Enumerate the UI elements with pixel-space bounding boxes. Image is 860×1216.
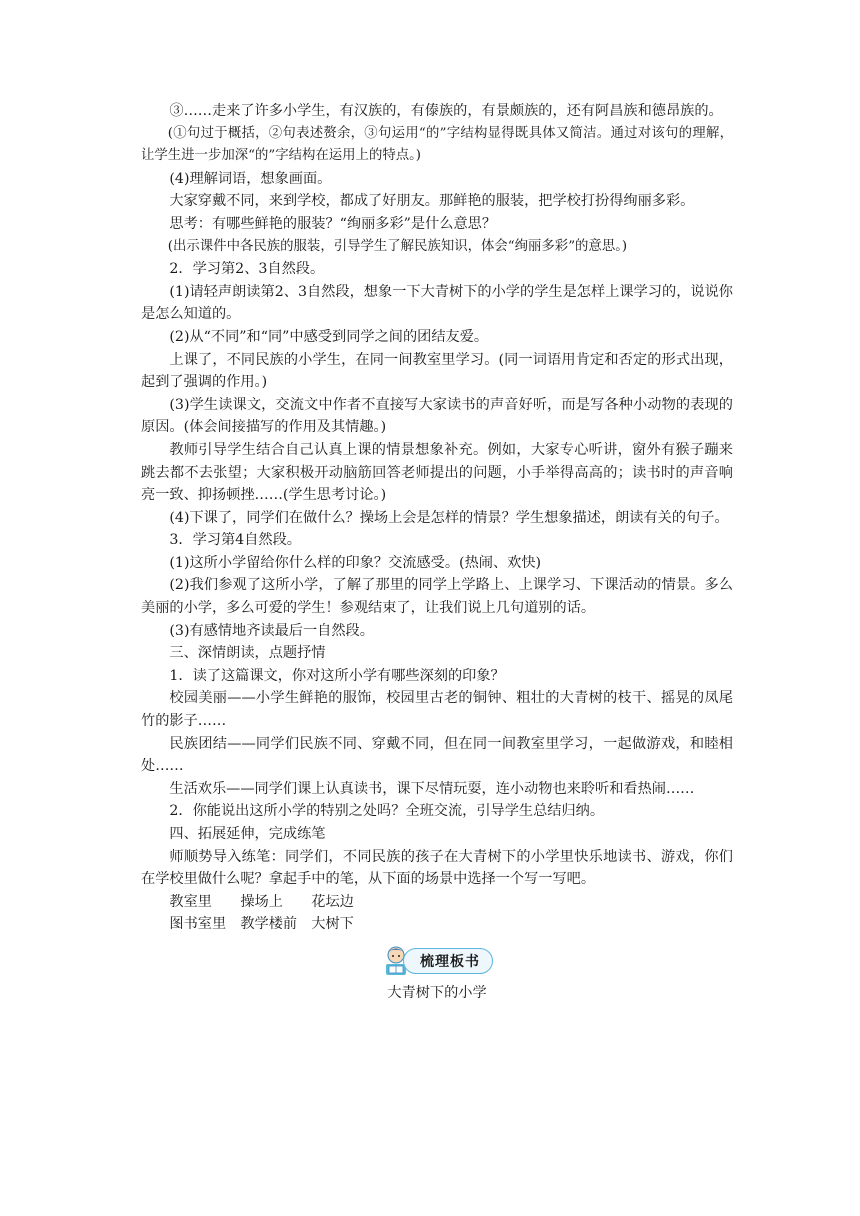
paragraph: 2．学习第2、3自然段。 [169,261,325,278]
board-badge [381,946,493,976]
paragraph: 大家穿戴不同，来到学校，都成了好朋友。那鲜艳的服装，把学校打扮得绚丽多彩。 [169,193,695,210]
paragraph: 教室里 操场上 花坛边 [169,893,354,910]
paragraph: (3)有感情地齐读最后一自然段。 [169,622,374,639]
paragraph: (2)我们参观了这所小学，了解了那里的同学上学路上、上课学习、下课活动的情景。多么美丽的小学，多么可爱的学生！参观结束了，让我们说上几句道别的话。 [141,577,733,617]
paragraph: 2．你能说出这所小学的特别之处吗？全班交流，引导学生总结归纳。 [169,803,605,820]
paragraph: 上课了，不同民族的小学生，在同一间教室里学习。(同一词语用肯定和否定的形式出现，起到了强调的作用。) [141,351,733,391]
paragraph: (出示课件中各民族的服装，引导学生了解民族知识，体会“绚丽多彩”的意思。) [167,238,628,254]
paragraph: 生活欢乐——同学们课上认真读书，课下尽情玩耍，连小动物也来聆听和看热闹…… [169,780,695,797]
paragraph: 1．读了这篇课文，你对这所小学有哪些深刻的印象？ [169,667,505,684]
paragraph: 3．学习第4自然段。 [169,532,301,549]
paragraph: 思考：有哪些鲜艳的服装？“绚丽多彩”是什么意思？ [169,215,497,232]
paragraph: 图书室里 教学楼前 大树下 [169,916,354,933]
paragraph: 校园美丽——小学生鲜艳的服饰，校园里古老的铜钟、粗壮的大青树的枝干、摇晃的凤尾竹的影子…… [141,690,733,730]
paragraph: (3)学生读课文，交流文中作者不直接写大家读书的声音好听，而是写各种小动物的表现的原因。(体会间接描写的作用及其情趣。) [141,396,733,436]
paragraph: (①句过于概括，②句表述赘余，③句运用“的”字结构显得既具体又简洁。通过对该句的理解，让学生进一步加深“的”字结构在运用上的特点。) [141,125,733,164]
board-section [141,946,733,1002]
board-badge-label: 梳理板书 [403,948,493,974]
board-title: 大青树下的小学 [387,984,487,1001]
paragraph: 教师引导学生结合自己认真上课的情景想象补充。例如，大家专心听讲，窗外有猴子蹦来跳去都不去张望；大家积极开动脑筋回答老师提出的问题，小手举得高高的；读书时的声音响亮一致、抑扬顿挫……(学生思考讨论。) [141,441,733,504]
paragraph: 师顺势导入练笔：同学们，不同民族的孩子在大青树下的小学里快乐地读书、游戏，你们在学校里做什么呢？拿起手中的笔，从下面的场景中选择一个写一写吧。 [141,848,733,888]
document-page [141,100,733,1002]
paragraph: (1)这所小学留给你什么样的印象？交流感受。(热闹、欢快) [169,554,542,571]
paragraph: 三、深情朗读，点题抒情 [169,645,326,662]
paragraph: (1)请轻声朗读第2、3自然段，想象一下大青树下的小学的学生是怎样上课学习的，说说你是怎么知道的。 [141,283,733,323]
paragraph: (2)从“不同”和“同”中感受到同学之间的团结友爱。 [169,328,489,345]
paragraph: (4)理解词语，想象画面。 [169,170,332,187]
paragraph: (4)下课了，同学们在做什么？操场上会是怎样的情景？学生想象描述，朗读有关的句子。 [169,509,729,526]
paragraph: 四、拓展延伸，完成练笔 [169,826,326,842]
lesson-plan-body [141,100,733,936]
paragraph: ③……走来了许多小学生，有汉族的，有傣族的，有景颇族的，还有阿昌族和德昂族的。 [169,103,723,119]
paragraph: 民族团结——同学们民族不同、穿戴不同，但在同一间教室里学习，一起做游戏，和睦相处…… [141,735,733,775]
